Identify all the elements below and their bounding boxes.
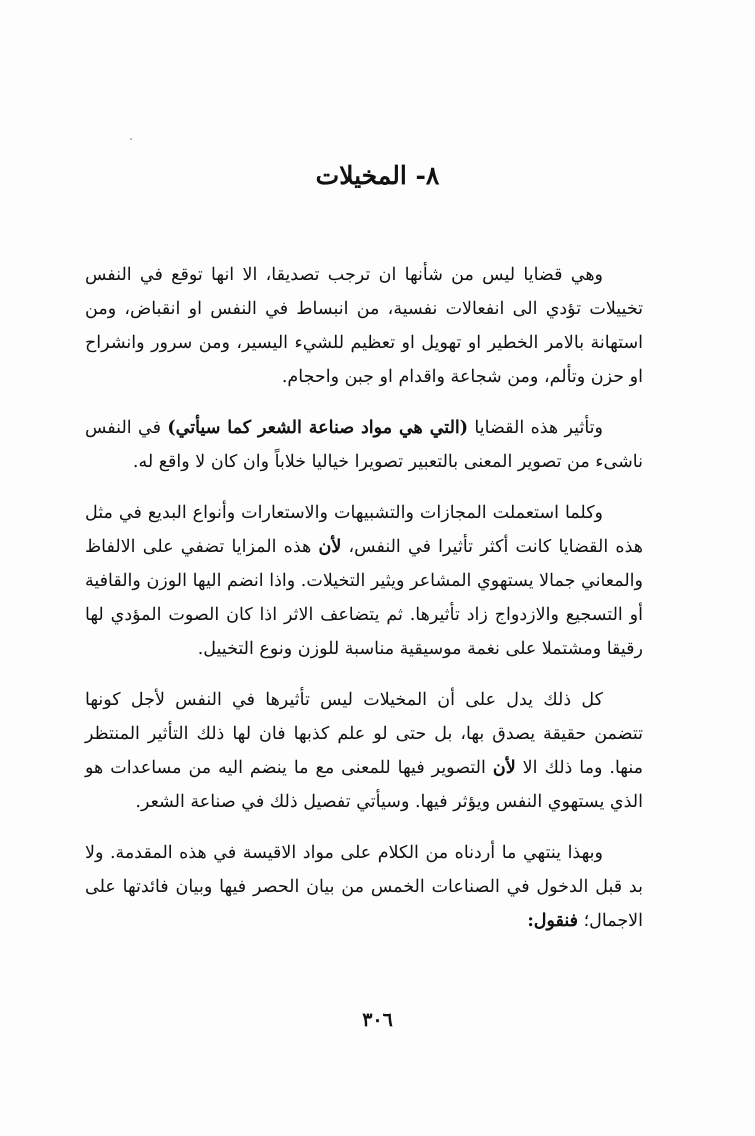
- page-number: ٣٠٦: [362, 1009, 393, 1031]
- text-segment: في النفس ناشىء من تصوير المعنى بالتعبير تصويرا خياليا خلاباً وان كان لا واقع له.: [85, 418, 643, 472]
- paragraph-2: [85, 411, 643, 479]
- paragraph-3: [85, 496, 643, 666]
- text-segment: وهي قضايا ليس من شأنها ان ترجب تصديقا، الا انها توقع في النفس تخييلات تؤدي الى انفعالات نفسية، من انبساط في النفس او انقباض، ومن استهانة بالامر الخطير او تهويل او تعظيم للشيء اليسير، ومن سرور وانشراح او حزن وتألم، ومن شجاعة واقدام او جبن واحجام.: [85, 265, 643, 387]
- text-segment: وتأثير هذه القضايا: [468, 418, 603, 438]
- text-segment: التصوير فيها للمعنى مع ما ينضم اليه من مساعدات هو الذي يستهوي النفس ويؤثر فيها. وسيأتي تفصيل ذلك في صناعة الشعر.: [85, 758, 643, 812]
- bold-segment: (التي هي مواد صناعة الشعر كما سيأتي): [167, 418, 469, 438]
- bold-segment: فنقول:: [527, 911, 579, 931]
- section-title: ٨- المخيلات: [315, 161, 440, 190]
- paragraph-4: [85, 683, 643, 819]
- text-segment: كل ذلك يدل على أن المخيلات ليس تأثيرها في النفس لأجل كونها تتضمن حقيقة يصدق بها، بل حتى لو علم كذبها فان لها ذلك التأثير المنتظر منها. وما ذلك الا: [85, 690, 643, 778]
- scan-speck: [130, 138, 132, 140]
- paragraph-5: [85, 836, 643, 938]
- body-text: [85, 258, 643, 955]
- paragraph-1: [85, 258, 643, 394]
- text-segment: وبهذا ينتهي ما أردناه من الكلام على مواد الاقيسة في هذه المقدمة. ولا بد قبل الدخول في الصناعات الخمس من بيان الحصر فيها وبيان فائدتها على الاجمال؛: [85, 843, 643, 931]
- bold-segment: لأن: [318, 537, 342, 557]
- bold-segment: لأن: [492, 758, 516, 778]
- text-segment: هذه المزايا تضفي على الالفاظ والمعاني جمالا يستهوي المشاعر ويثير التخيلات. واذا انضم اليها الوزن والقافية أو التسجيع والازدواج زاد تأثيرها. ثم يتضاعف الاثر اذا كان الصوت المؤدي لها رقيقا ومشتملا على نغمة موسيقية مناسبة للوزن ونوع التخييل.: [85, 537, 643, 659]
- text-segment: وكلما استعملت المجازات والتشبيهات والاستعارات وأنواع البديع في مثل هذه القضايا كانت أكثر تأثيرا في النفس،: [85, 503, 643, 557]
